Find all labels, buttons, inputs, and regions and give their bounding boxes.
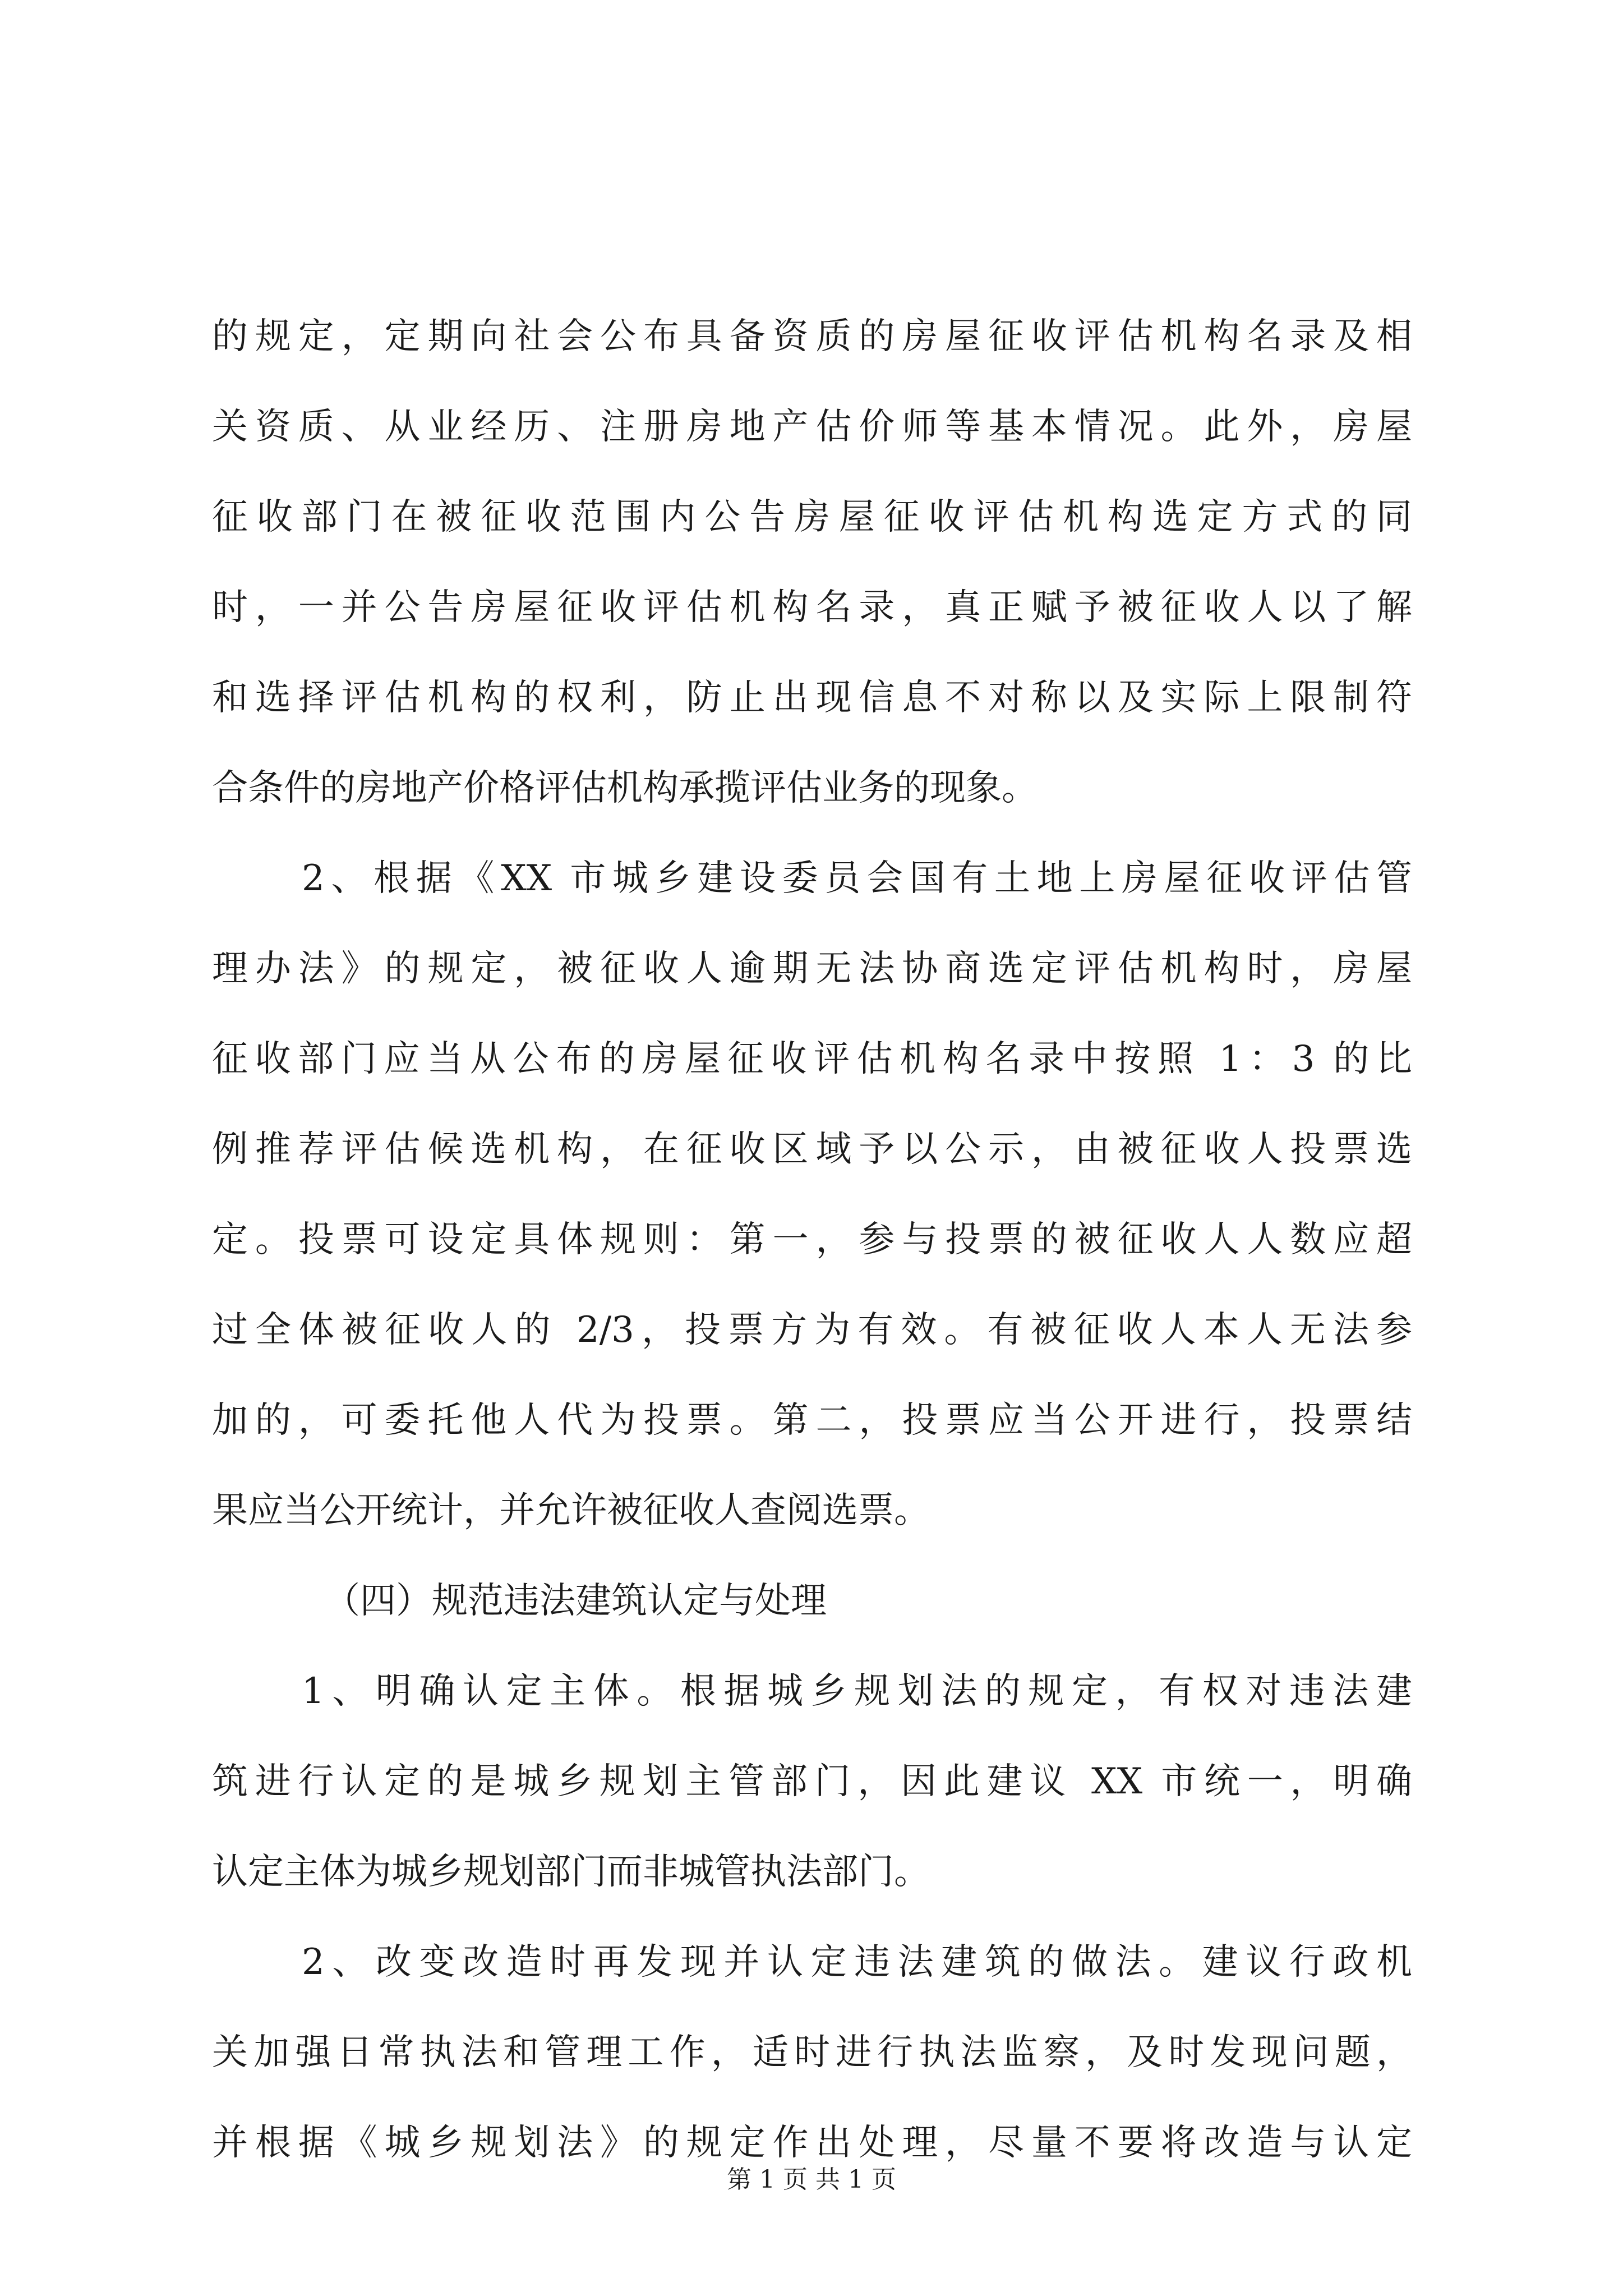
document-body — [212, 292, 1412, 2188]
text-line: 关加强日常执法和管理工作，适时进行执法监察，及时发现问题， — [212, 2032, 1412, 2073]
text-line: 过全体被征收人的 2/3，投票方为有效。有被征收人本人无法参 — [212, 1309, 1412, 1351]
text-line: 关资质、从业经历、注册房地产估价师等基本情况。此外，房屋 — [212, 406, 1412, 448]
text-line: 的规定，定期向社会公布具备资质的房屋征收评估机构名录及相 — [212, 316, 1412, 357]
text-line: 1、明确认定主体。根据城乡规划法的规定，有权对违法建 — [302, 1671, 1412, 1712]
text-line: 和选择评估机构的权利，防止出现信息不对称以及实际上限制符 — [212, 677, 1412, 719]
text-line: 2、根据《XX 市城乡建设委员会国有土地上房屋征收评估管 — [302, 858, 1412, 899]
text-line: 认定主体为城乡规划部门而非城管执法部门。 — [212, 1851, 930, 1893]
text-line: 理办法》的规定，被征收人逾期无法协商选定评估机构时，房屋 — [212, 948, 1412, 990]
text-line: 加的，可委托他人代为投票。第二，投票应当公开进行，投票结 — [212, 1400, 1412, 1441]
text-line: 例推荐评估候选机构，在征收区域予以公示，由被征收人投票选 — [212, 1129, 1412, 1170]
section-heading: （四）规范违法建筑认定与处理 — [324, 1580, 827, 1622]
text-line: 并根据《城乡规划法》的规定作出处理，尽量不要将改造与认定 — [212, 2122, 1412, 2164]
text-line: 征收部门应当从公布的房屋征收评估机构名录中按照 1：3 的比 — [212, 1038, 1412, 1080]
text-line: 时，一并公告房屋征收评估机构名录，真正赋予被征收人以了解 — [212, 587, 1412, 628]
text-line: 筑进行认定的是城乡规划主管部门，因此建议 XX 市统一，明确 — [212, 1761, 1412, 1802]
text-line: 合条件的房地产价格评估机构承揽评估业务的现象。 — [212, 767, 1038, 809]
text-line: 2、改变改造时再发现并认定违法建筑的做法。建议行政机 — [302, 1941, 1412, 1983]
text-line: 果应当公开统计，并允许被征收人查阅选票。 — [212, 1490, 930, 1531]
text-line: 征收部门在被征收范围内公告房屋征收评估机构选定方式的同 — [212, 496, 1412, 538]
text-line: 定。投票可设定具体规则：第一，参与投票的被征收人人数应超 — [212, 1219, 1412, 1260]
page-footer: 第 1 页 共 1 页 — [727, 2165, 896, 2194]
